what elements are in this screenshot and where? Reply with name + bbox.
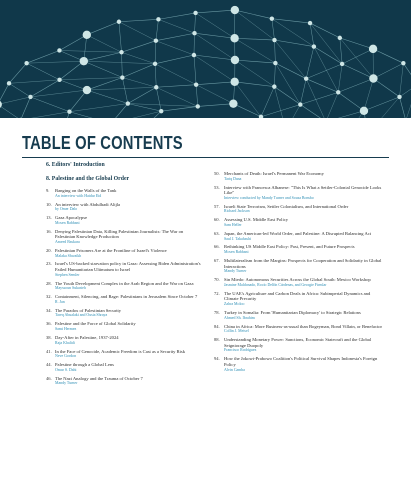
network-link bbox=[87, 78, 122, 91]
network-link bbox=[326, 111, 364, 118]
entry-title: Day-After in Palestine, 1937-2024 bbox=[55, 334, 119, 340]
network-node bbox=[153, 62, 157, 66]
network-node bbox=[336, 90, 340, 94]
network-link bbox=[87, 22, 119, 35]
network-link bbox=[275, 40, 314, 47]
network-node bbox=[231, 56, 239, 64]
network-link bbox=[373, 79, 399, 97]
network-node bbox=[298, 102, 302, 106]
network-link bbox=[122, 52, 156, 64]
network-node bbox=[230, 34, 238, 42]
network-link bbox=[338, 92, 364, 110]
network-node bbox=[83, 86, 91, 94]
entry-title: How the Jokowi-Prabowo Coalition's Political Survival Shapes Indonesia's Foreign Policy bbox=[224, 356, 378, 367]
network-link bbox=[300, 92, 338, 104]
network-node bbox=[273, 61, 277, 65]
network-link bbox=[0, 97, 30, 105]
network-link bbox=[142, 111, 161, 118]
network-link bbox=[310, 23, 314, 47]
network-link bbox=[122, 78, 156, 88]
network-link bbox=[373, 49, 403, 63]
page-number: 46. bbox=[46, 375, 52, 381]
network-link bbox=[9, 83, 30, 97]
network-link bbox=[69, 112, 111, 118]
entry-author: Stephen Semler bbox=[55, 272, 80, 277]
network-link bbox=[338, 64, 342, 92]
page-number: 9. bbox=[46, 188, 50, 193]
entry-title: Denying Palestinian Data, Killing Palestinian Journalists: The War on Palestinian Knowledge Production bbox=[55, 228, 184, 240]
editors-introduction-link[interactable]: 6. Editors' Introduction bbox=[46, 162, 105, 168]
network-node bbox=[80, 57, 88, 65]
network-node bbox=[154, 85, 158, 89]
page-number: 70. bbox=[214, 277, 220, 283]
page-number: 50. bbox=[214, 171, 220, 176]
entry-author: An interview with Haidar Eid bbox=[55, 193, 102, 198]
network-node bbox=[360, 107, 368, 115]
network-link bbox=[87, 90, 128, 103]
network-node bbox=[338, 36, 342, 40]
entry-author: Richard Jackson bbox=[224, 209, 250, 214]
network-link bbox=[196, 85, 233, 104]
network-link bbox=[235, 38, 275, 40]
network-node bbox=[229, 99, 237, 107]
entry-title: Rethinking US Middle East Policy: Past, Present, and Future Prospects bbox=[224, 244, 355, 250]
network-link bbox=[306, 79, 326, 118]
network-link bbox=[119, 22, 122, 53]
network-link bbox=[274, 63, 275, 87]
network-node bbox=[119, 50, 123, 54]
network-node bbox=[196, 104, 200, 108]
entry-author: Francisco Rodríguez bbox=[224, 348, 257, 353]
toc-entry[interactable] bbox=[214, 337, 384, 353]
network-link bbox=[400, 63, 404, 97]
page-number: 67. bbox=[214, 258, 220, 264]
network-node bbox=[304, 76, 308, 80]
network-link bbox=[156, 33, 195, 40]
toc-entry[interactable] bbox=[214, 324, 384, 334]
network-node bbox=[340, 62, 344, 66]
network-link bbox=[158, 19, 194, 33]
entry-author: Malaka Shwaikh bbox=[55, 253, 82, 258]
network-link bbox=[30, 80, 59, 97]
entry-title: Israel's US-backed starvation policy in Gaza: Assessing Biden Administration's Failed Humanitarian Ultimatum to Israel bbox=[55, 261, 201, 273]
entry-author: Ahmed Sh. Ibrahim bbox=[224, 315, 255, 320]
network-link bbox=[326, 92, 338, 118]
entry-author: Alvin Camba bbox=[224, 367, 245, 372]
page-number: 34. bbox=[46, 307, 52, 313]
entry-title: Palestine through a Global Lens bbox=[55, 362, 114, 368]
entry-author: Collin J. Meisel bbox=[224, 329, 249, 334]
network-link bbox=[27, 50, 60, 63]
toc-entry[interactable] bbox=[46, 202, 201, 212]
entry-title: Assessing U.S. Middle East Policy bbox=[224, 217, 289, 223]
entry-title: The UAE's Agriculture and Carbon Deals in Africa: Subimperial Dynamics and Climate Precarity bbox=[224, 290, 371, 302]
network-node bbox=[272, 84, 276, 88]
network-link bbox=[69, 104, 127, 112]
entry-author: Ameed Baskara bbox=[55, 239, 80, 244]
network-link bbox=[155, 41, 156, 64]
entry-author: Tareq Abualaki and Ousia Shraya bbox=[55, 313, 108, 318]
network-link bbox=[300, 79, 306, 105]
network-link bbox=[403, 63, 411, 84]
page-number: 72. bbox=[214, 290, 220, 296]
network-link bbox=[84, 61, 155, 64]
entry-title: An interview with Abdulhadi Alijla bbox=[55, 201, 121, 207]
network-link bbox=[195, 13, 196, 33]
toc-entry[interactable] bbox=[46, 321, 201, 331]
network-link bbox=[364, 79, 373, 111]
entry-author: Mosen Rabbani bbox=[224, 250, 249, 255]
network-node bbox=[312, 44, 316, 48]
network-node bbox=[231, 6, 239, 14]
network-node bbox=[270, 16, 274, 20]
network-node bbox=[369, 74, 377, 82]
toc-entry[interactable] bbox=[46, 349, 201, 359]
toc-entry[interactable] bbox=[214, 231, 384, 241]
entry-title: Containment, Silencing, and Rage: Palestinians in Jerusalem Since October 7 bbox=[55, 294, 198, 300]
network-link bbox=[60, 61, 84, 80]
network-node bbox=[156, 17, 160, 21]
entry-author: Saul J. Takahashi bbox=[224, 236, 251, 241]
entry-author: Interview conducted by Mandy Turner and Sousa Bonsbo bbox=[224, 195, 314, 200]
network-link bbox=[340, 38, 342, 64]
network-node bbox=[259, 115, 263, 118]
network-link bbox=[400, 97, 406, 118]
network-link bbox=[300, 105, 326, 118]
entry-title: Interview with Francesca Albanese: "This Is What a Settler-Colonial Genocide Looks Like" bbox=[224, 184, 382, 196]
network-node bbox=[401, 61, 405, 65]
entry-author: Mandy Turner bbox=[55, 381, 78, 386]
page-number: 36. bbox=[46, 321, 52, 327]
entry-title: Palestinian Prisoners Are at the Frontline of Israel's Violence bbox=[55, 247, 167, 253]
page-number: 66. bbox=[214, 244, 220, 250]
network-globe-graphic bbox=[0, 0, 411, 118]
toc-entry[interactable] bbox=[46, 261, 201, 277]
network-link bbox=[272, 19, 275, 40]
network-link bbox=[87, 35, 122, 52]
network-link bbox=[122, 52, 123, 77]
network-link bbox=[122, 41, 156, 53]
network-link bbox=[364, 97, 400, 111]
entry-author: by Omer Dalo bbox=[55, 207, 78, 212]
toc-entry[interactable] bbox=[214, 291, 384, 307]
network-link bbox=[30, 97, 69, 112]
network-link bbox=[30, 90, 86, 97]
network-link bbox=[21, 112, 70, 118]
entry-title: Sin Miedo: Autonomous Securities Across the Global South: Mexico Workshop bbox=[224, 277, 371, 283]
network-link bbox=[340, 38, 374, 79]
network-link bbox=[9, 80, 59, 83]
toc-entry[interactable] bbox=[214, 277, 384, 287]
page-number: 84. bbox=[214, 323, 220, 329]
network-link bbox=[198, 104, 234, 107]
section-heading: 8. Palestine and the Global Order bbox=[46, 176, 130, 182]
entry-author: Mandy Turner bbox=[224, 269, 247, 274]
page-number: 23. bbox=[46, 261, 52, 267]
network-link bbox=[314, 47, 342, 64]
entry-author: Neve Gordon bbox=[55, 354, 77, 359]
entry-title: The Youth Development Complex in the Arab Region and the War on Gaza bbox=[55, 280, 194, 286]
entry-title: Multilateralism from the Margins: Prospects for Cooperation and Solidarity in Global Interactions bbox=[224, 258, 382, 269]
toc-entry[interactable] bbox=[214, 171, 384, 181]
toc-entry[interactable] bbox=[46, 335, 201, 345]
network-link bbox=[196, 85, 198, 107]
toc-entry[interactable] bbox=[214, 204, 384, 214]
network-node bbox=[57, 48, 61, 52]
entry-title: Merchants of Death: Israel's Permanent War Economy bbox=[224, 171, 324, 176]
entry-author: Omar S. Dahi bbox=[55, 367, 77, 372]
network-link bbox=[338, 79, 373, 93]
entry-author: Raja Khalidi bbox=[55, 340, 75, 345]
toc-entry[interactable] bbox=[46, 281, 201, 291]
network-globe-banner bbox=[0, 0, 411, 118]
page-number: 32. bbox=[46, 294, 52, 300]
network-node bbox=[308, 21, 312, 25]
network-node bbox=[67, 110, 71, 114]
network-link bbox=[156, 85, 196, 88]
entry-author: Sami Hermez bbox=[55, 326, 77, 331]
page-number: 88. bbox=[214, 337, 220, 343]
network-link bbox=[306, 47, 314, 79]
network-link bbox=[235, 82, 261, 117]
contents-column-right bbox=[214, 171, 384, 375]
page-number: 63. bbox=[214, 230, 220, 236]
title-divider bbox=[22, 157, 389, 158]
network-node bbox=[193, 11, 197, 15]
network-link bbox=[310, 23, 340, 38]
network-link bbox=[9, 63, 27, 83]
toc-entry[interactable] bbox=[46, 294, 201, 304]
toc-entry[interactable] bbox=[214, 258, 384, 274]
network-link bbox=[340, 38, 373, 49]
page-number: 44. bbox=[46, 362, 52, 368]
network-link bbox=[261, 87, 274, 117]
network-link bbox=[84, 52, 122, 61]
network-link bbox=[274, 87, 286, 118]
entry-title: Gaza Apocalypse bbox=[55, 215, 88, 221]
toc-entry[interactable] bbox=[214, 310, 384, 320]
entry-author: R. Jan bbox=[55, 299, 65, 304]
page-number: 60. bbox=[214, 217, 220, 223]
toc-entry[interactable] bbox=[214, 356, 384, 372]
network-node bbox=[117, 20, 121, 24]
network-link bbox=[155, 55, 194, 64]
toc-entry[interactable] bbox=[46, 215, 201, 225]
network-node bbox=[154, 39, 158, 43]
network-link bbox=[60, 80, 87, 90]
network-link bbox=[196, 82, 235, 85]
network-node bbox=[397, 95, 401, 99]
network-link bbox=[156, 87, 197, 106]
toc-entry[interactable] bbox=[214, 217, 384, 227]
network-node bbox=[57, 78, 61, 82]
network-link bbox=[128, 87, 156, 103]
network-link bbox=[60, 78, 123, 80]
network-link bbox=[373, 63, 403, 78]
network-link bbox=[155, 64, 196, 85]
page-number: 78. bbox=[214, 309, 220, 315]
entry-author: Zahra Moloo bbox=[224, 302, 245, 306]
network-node bbox=[159, 109, 163, 113]
network-link bbox=[27, 63, 60, 80]
network-link bbox=[314, 47, 338, 93]
network-link bbox=[342, 64, 373, 79]
network-link bbox=[21, 97, 31, 118]
network-link bbox=[122, 64, 155, 78]
network-node bbox=[28, 95, 32, 99]
network-link bbox=[0, 83, 9, 104]
network-node bbox=[24, 61, 28, 65]
network-node bbox=[272, 38, 276, 42]
network-node bbox=[120, 75, 124, 79]
toc-entry[interactable] bbox=[46, 376, 201, 386]
entry-title: In the Face of Genocide, Academic Freedom is Cast as a Security Risk bbox=[55, 348, 185, 354]
network-link bbox=[27, 61, 84, 63]
entry-title: Banging on the Walls of the Tank bbox=[55, 188, 117, 193]
entry-title: China in Africa: More Business-as-usual than Bogeyman, Bond Villain, or Benefactor bbox=[224, 323, 383, 329]
network-link bbox=[0, 104, 21, 118]
network-link bbox=[275, 40, 276, 63]
network-link bbox=[84, 61, 123, 77]
network-node bbox=[83, 31, 91, 39]
network-link bbox=[158, 13, 195, 19]
toc-entry[interactable] bbox=[214, 185, 384, 201]
network-node bbox=[230, 78, 238, 86]
entry-author: Mosen Rabbani bbox=[55, 220, 80, 225]
page-number: 57. bbox=[214, 203, 220, 209]
entry-title: Understanding Monetary Power: Sanctions, Economic Statecraft and the Global Seigniorage Duopoly bbox=[224, 337, 372, 348]
page-number: 10. bbox=[46, 201, 52, 207]
network-link bbox=[194, 55, 196, 85]
entry-title: Japan, the American-led World Order, and Palestine: A Disrupted Balancing Act bbox=[224, 230, 372, 236]
network-link bbox=[275, 40, 307, 79]
network-link bbox=[235, 38, 276, 63]
network-link bbox=[233, 104, 261, 117]
network-link bbox=[59, 50, 121, 52]
page-number: 16. bbox=[46, 228, 52, 234]
network-node bbox=[192, 53, 196, 57]
network-link bbox=[400, 84, 411, 97]
network-link bbox=[59, 35, 86, 51]
entry-title: Palestine and the Force of Global Solidarity bbox=[55, 321, 136, 327]
network-node bbox=[126, 101, 130, 105]
network-link bbox=[156, 87, 161, 111]
page-number: 41. bbox=[46, 348, 52, 354]
page-number: 94. bbox=[214, 356, 220, 362]
page-number: 20. bbox=[46, 247, 52, 253]
entry-title: The Paradox of Palestinian Security bbox=[55, 307, 122, 313]
network-link bbox=[342, 49, 373, 64]
network-link bbox=[156, 41, 194, 55]
toc-entry[interactable] bbox=[214, 244, 384, 254]
network-node bbox=[194, 82, 198, 86]
network-link bbox=[196, 13, 235, 38]
contents-column-left bbox=[46, 188, 201, 389]
network-link bbox=[87, 87, 156, 90]
network-link bbox=[194, 33, 195, 55]
entry-title: Turkey in Somalia: From 'Humanitarian Diplomacy' to Strategic Relations bbox=[224, 309, 361, 315]
entry-author: Jasmine Maldonado, Rocío Delfín Cárdenas, and Georgie Firmlar bbox=[224, 282, 327, 287]
page-title: TABLE OF CONTENTS bbox=[22, 133, 183, 153]
network-node bbox=[7, 81, 11, 85]
toc-entry[interactable] bbox=[46, 362, 201, 372]
network-link bbox=[122, 78, 127, 104]
network-link bbox=[156, 19, 159, 40]
toc-entry[interactable] bbox=[46, 308, 201, 318]
entry-title: Israeli State Terrorism, Settler Colonialism, and International Order bbox=[224, 203, 349, 209]
network-link bbox=[306, 79, 338, 93]
network-node bbox=[192, 31, 196, 35]
entry-author: Tariq Dana bbox=[224, 176, 242, 181]
network-link bbox=[119, 22, 156, 41]
network-link bbox=[406, 103, 411, 118]
entry-author: Mayssoun Sukarieh bbox=[55, 286, 86, 291]
network-link bbox=[235, 60, 275, 63]
network-link bbox=[195, 33, 235, 38]
entry-title: The Nazi Analogy and the Trauma of October 7 bbox=[55, 375, 143, 381]
page-number: 53. bbox=[214, 184, 220, 190]
entry-author: Sam Heller bbox=[224, 222, 242, 227]
network-link bbox=[119, 19, 159, 21]
toc-entry[interactable] bbox=[46, 229, 201, 245]
toc-entry[interactable] bbox=[46, 248, 201, 258]
page-number: 28. bbox=[46, 280, 52, 286]
network-link bbox=[155, 64, 156, 87]
network-link bbox=[196, 10, 235, 13]
page-number: 13. bbox=[46, 215, 52, 221]
page-number: 38. bbox=[46, 334, 52, 340]
network-link bbox=[310, 23, 342, 64]
network-link bbox=[161, 106, 198, 111]
network-node bbox=[369, 45, 377, 53]
toc-entry[interactable] bbox=[46, 188, 201, 198]
